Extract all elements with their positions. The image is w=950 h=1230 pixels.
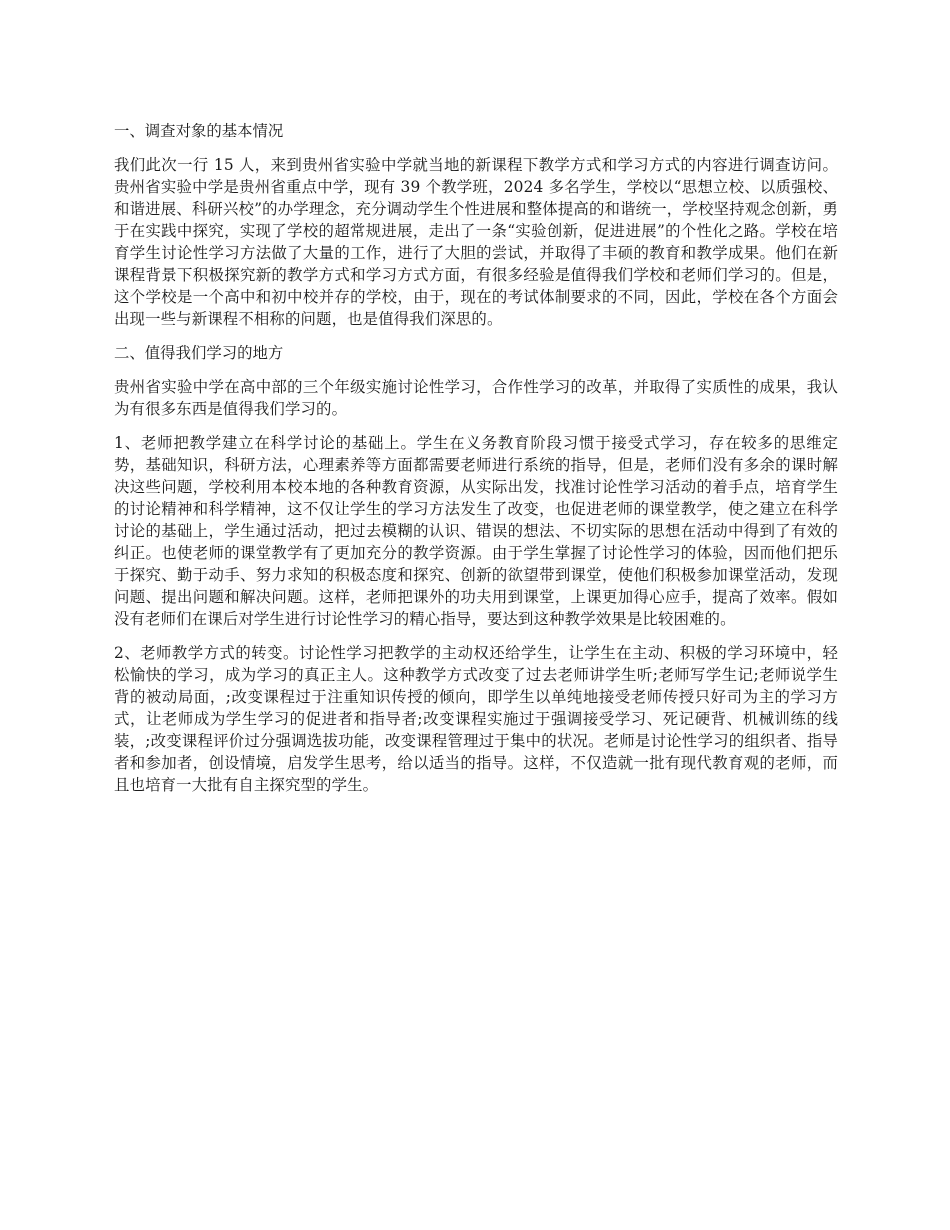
paragraph-point-2: 2、老师教学方式的转变。讨论性学习把教学的主动权还给学生，让学生在主动、积极的学习环境中，轻松愉快的学习，成为学习的真正主人。这种教学方式改变了过去老师讲学生听;老师写学生记;老师说学生背的被动局面，;改变课程过于注重知识传授的倾向，即学生以单纯地接受老师传授只好司为主的学习方式，让老师成为学生学习的促进者和指导者;改变课程实施过于强调接受学习、死记硬背、机械训练的线装，;改变课程评价过分强调选拔功能，改变课程管理过于集中的状况。老师是讨论性学习的组织者、指导者和参加者，创设情境，启发学生思考，给以适当的指导。这样，不仅造就一批有现代教育观的老师，而且也培育一大批有自主探究型的学生。 bbox=[114, 644, 838, 794]
paragraph-lessons-intro: 贵州省实验中学在高中部的三个年级实施讨论性学习，合作性学习的改革，并取得了实质性的成果，我认为有很多东西是值得我们学习的。 bbox=[114, 378, 838, 418]
section-heading-survey-subject: 一、调查对象的基本情况 bbox=[114, 122, 284, 140]
section-heading-lessons: 二、值得我们学习的地方 bbox=[114, 344, 284, 362]
paragraph-point-1: 1、老师把教学建立在科学讨论的基础上。学生在义务教育阶段习惯于接受式学习，存在较多的思维定势，基础知识，科研方法，心理素养等方面都需要老师进行系统的指导，但是，老师们没有多余的课时解决这些问题，学校利用本校本地的各种教育资源，从实际出发，找准讨论性学习活动的着手点，培育学生的讨论精神和科学精神，这不仅让学生的学习方法发生了改变，也促进老师的课堂教学，使之建立在科学讨论的基础上，学生通过活动，把过去模糊的认识、错误的想法、不切实际的思想在活动中得到了有效的纠正。也使老师的课堂教学有了更加充分的教学资源。由于学生掌握了讨论性学习的体验，因而他们把乐于探究、勤于动手、努力求知的积极态度和探究、创新的欲望带到课堂，使他们积极参加课堂活动，发现问题、提出问题和解决问题。这样，老师把课外的功夫用到课堂，上课更加得心应手，提高了效率。假如没有老师们在课后对学生进行讨论性学习的精心指导，要达到这种教学效果是比较困难的。 bbox=[114, 434, 838, 628]
paragraph-survey-overview: 我们此次一行 15 人，来到贵州省实验中学就当地的新课程下教学方式和学习方式的内容进行调查访问。贵州省实验中学是贵州省重点中学，现有 39 个教学班，2024 多名学生，学校以“思想立校、以质强校、和谐进展、科研兴校”的办学理念，充分调动学生个性进展和整体提高的和谐统一，学校坚持观念创新，勇于在实践中探究，实现了学校的超常规进展，走出了一条“实验创新，促进进展”的个性化之路。学校在培育学生讨论性学习方法做了大量的工作，进行了大胆的尝试，并取得了丰硕的教育和教学成果。他们在新课程背景下积极探究新的教学方式和学习方式方面，有很多经验是值得我们学校和老师们学习的。但是，这个学校是一个高中和初中校并存的学校，由于，现在的考试体制要求的不同，因此，学校在各个方面会出现一些与新课程不相称的问题，也是值得我们深思的。 bbox=[114, 156, 838, 328]
document-body bbox=[114, 120, 838, 808]
